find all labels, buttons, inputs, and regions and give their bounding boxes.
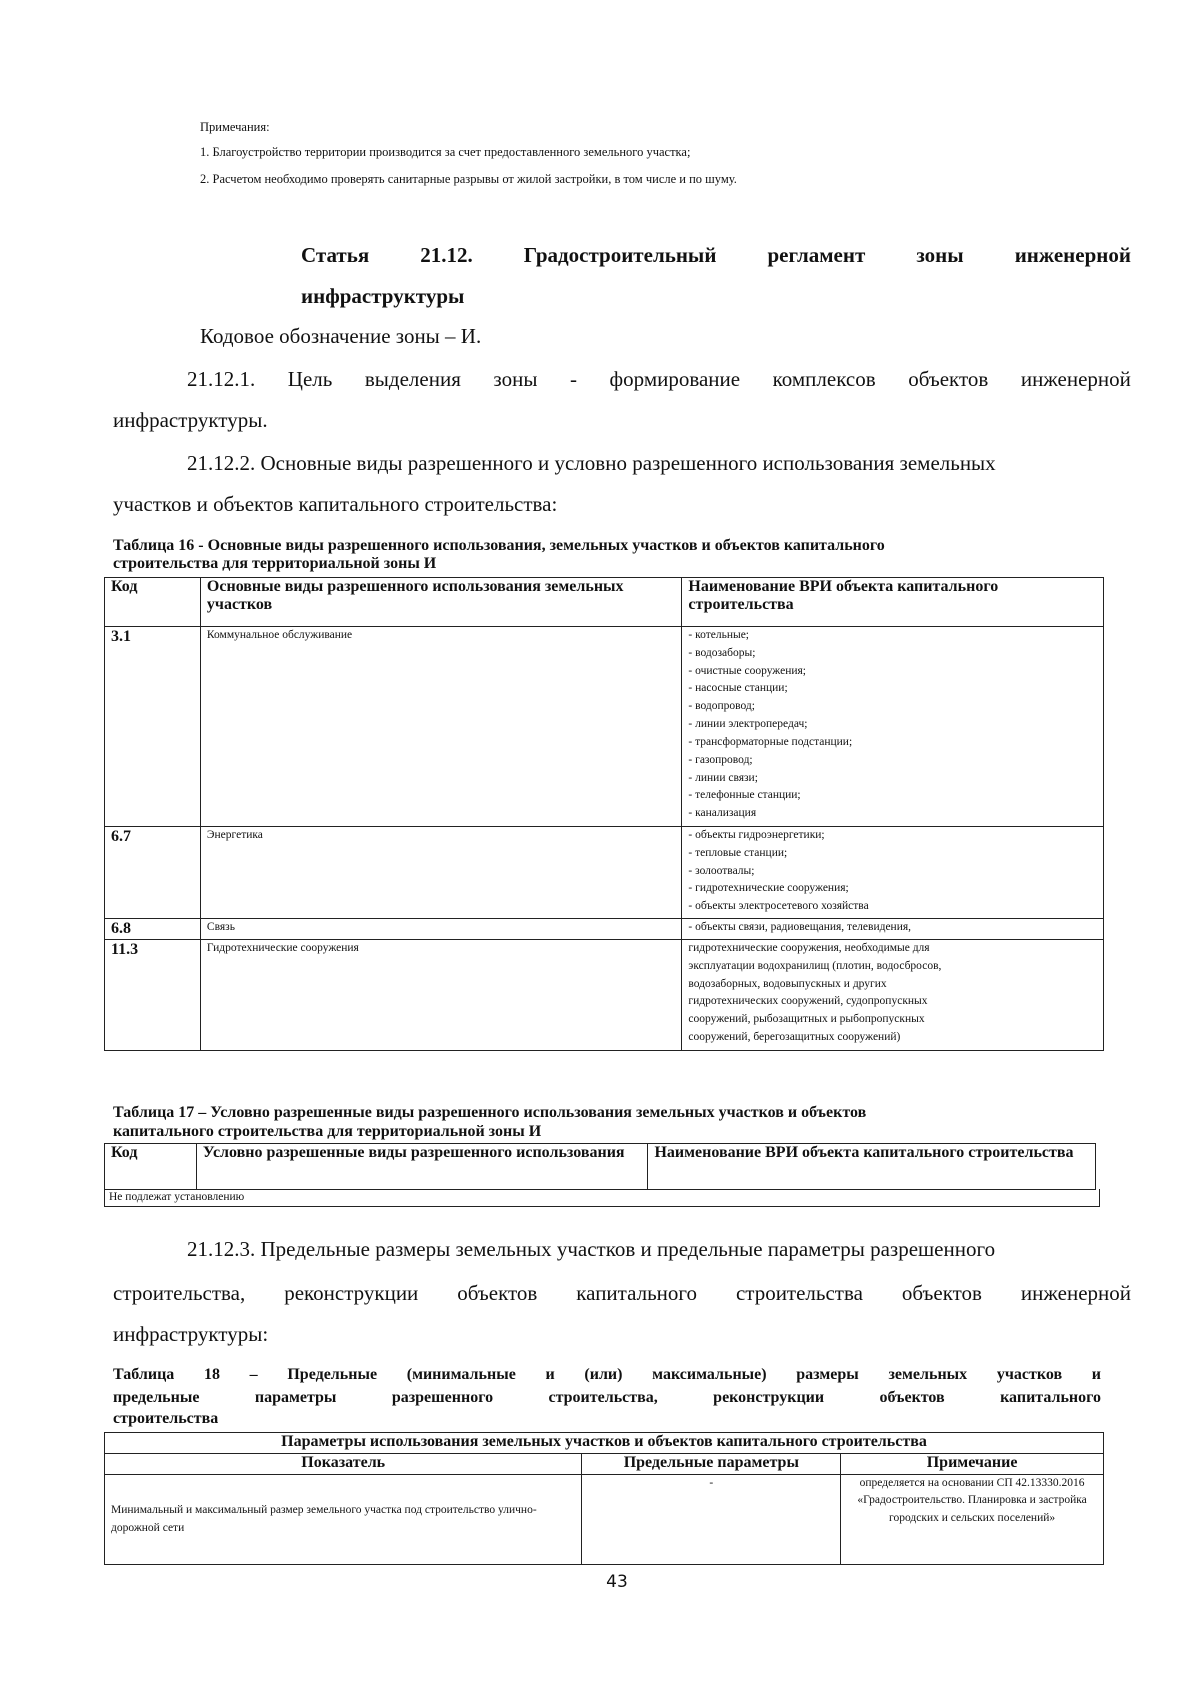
- table18-caption-line1: [113, 1366, 1101, 1384]
- article-word: Градостроительный: [523, 243, 717, 267]
- row-name: Энергетика: [200, 827, 681, 919]
- p1-word: инженерной: [1020, 367, 1131, 391]
- caption-word: Таблица: [113, 1366, 175, 1383]
- caption-word: –: [249, 1366, 258, 1383]
- paragraph-2-line2: участков и объектов капитального строительства:: [113, 492, 558, 516]
- table18-caption-line3: строительства: [113, 1410, 219, 1427]
- caption-word: земельных: [888, 1366, 968, 1383]
- row-code: 11.3: [105, 940, 201, 1051]
- table18-header-note: Примечание: [841, 1454, 1104, 1475]
- row-name: Коммунальное обслуживание: [200, 627, 681, 827]
- p3-word: строительства: [735, 1281, 863, 1305]
- list-item: водозаборных, водовыпускных и других: [688, 977, 887, 990]
- table-row: [105, 940, 1104, 1051]
- caption-word: (минимальные: [406, 1366, 516, 1383]
- table18-group-header: Параметры использования земельных участков и объектов капитального строительства: [105, 1433, 1104, 1454]
- list-item: - линии электропередач;: [688, 718, 808, 731]
- list-item: - газопровод;: [688, 753, 753, 766]
- p1-word: объектов: [908, 367, 989, 391]
- caption-word: разрешенного: [391, 1389, 494, 1406]
- paragraph-3-line3: инфраструктуры:: [113, 1322, 269, 1346]
- caption-word: предельные: [113, 1389, 200, 1406]
- article-heading-line2: инфраструктуры: [301, 284, 465, 308]
- list-item: гидротехнических сооружений, судопропускных: [688, 995, 928, 1008]
- p3-word: объектов: [901, 1281, 982, 1305]
- table-row: [105, 1475, 1104, 1565]
- paragraph-1-line1: [187, 367, 1131, 392]
- notes-title: Примечания:: [200, 120, 270, 134]
- table17: [104, 1143, 1096, 1190]
- p3-word: реконструкции: [284, 1281, 419, 1305]
- caption-word: Предельные: [287, 1366, 378, 1383]
- paragraph-1-line2: инфраструктуры.: [113, 408, 268, 432]
- caption-word: размеры: [796, 1366, 859, 1383]
- caption-word: максимальные): [652, 1366, 767, 1383]
- table18-caption-line2: [113, 1389, 1101, 1407]
- list-item: сооружений, рыбозащитных и рыбопропускных: [688, 1013, 925, 1026]
- table17-header-code: Код: [105, 1144, 197, 1190]
- p1-word: -: [569, 367, 577, 391]
- table-row: [105, 627, 1104, 827]
- row-code: 6.7: [105, 827, 201, 919]
- caption-word: участков: [996, 1366, 1063, 1383]
- article-word: зоны: [916, 243, 964, 267]
- list-item: - трансформаторные подстанции;: [688, 735, 853, 748]
- p3-word: инженерной: [1020, 1281, 1131, 1305]
- row-items: [682, 919, 1104, 940]
- table18: [104, 1432, 1104, 1565]
- paragraph-3-line2: [113, 1281, 1131, 1306]
- list-item: - золоотвалы;: [688, 864, 755, 877]
- row-code: 6.8: [105, 919, 201, 940]
- table16: [104, 577, 1104, 1051]
- row-name: Связь: [200, 919, 681, 940]
- table17-caption-line2: капитального строительства для территориальной зоны И: [113, 1123, 542, 1140]
- list-item: - объекты электросетевого хозяйства: [688, 900, 869, 913]
- table-row: [105, 827, 1104, 919]
- caption-word: (или): [584, 1366, 623, 1383]
- table17-header-type: Условно разрешенные виды разрешенного использования: [196, 1144, 648, 1190]
- list-item: - тепловые станции;: [688, 846, 788, 859]
- page-number: 43: [606, 1572, 628, 1592]
- table16-caption-line2: строительства для территориальной зоны И: [113, 555, 437, 572]
- row-name: Гидротехнические сооружения: [200, 940, 681, 1051]
- p1-word: зоны: [493, 367, 538, 391]
- list-item: - объекты связи, радиовещания, телевидения,: [688, 921, 912, 933]
- list-item: - водозаборы;: [688, 646, 756, 659]
- article-word: 21.12.: [420, 243, 473, 267]
- caption-word: строительства,: [548, 1389, 658, 1406]
- caption-word: объектов: [879, 1389, 945, 1406]
- p1-word: комплексов: [772, 367, 876, 391]
- row-items: [682, 827, 1104, 919]
- note-item-2: 2. Расчетом необходимо проверять санитарные разрывы от жилой застройки, в том числе и по шуму.: [200, 172, 737, 186]
- paragraph-2-line1: 21.12.2. Основные виды разрешенного и условно разрешенного использования земельных: [187, 451, 996, 475]
- list-item: гидротехнические сооружения, необходимые для: [688, 942, 930, 954]
- table-row: [105, 919, 1104, 940]
- table17-note: Не подлежат установлению: [104, 1189, 1100, 1207]
- list-item: - линии связи;: [688, 771, 758, 784]
- table16-header-name: Наименование ВРИ объекта капитального строительства: [682, 578, 1104, 627]
- article-word: Статья: [301, 243, 370, 267]
- p3-word: капитального: [576, 1281, 697, 1305]
- article-word: инженерной: [1014, 243, 1131, 267]
- list-item: - насосные станции;: [688, 682, 788, 695]
- list-item: - котельные;: [688, 629, 750, 641]
- zone-code: Кодовое обозначение зоны – И.: [200, 324, 482, 348]
- list-item: - водопровод;: [688, 700, 755, 713]
- table16-caption-line1: Таблица 16 - Основные виды разрешенного использования, земельных участков и объектов капитального: [113, 537, 885, 554]
- p1-word: формирование: [609, 367, 741, 391]
- row-code: 3.1: [105, 627, 201, 827]
- caption-word: капитального: [1000, 1389, 1101, 1406]
- p1-word: 21.12.1.: [187, 367, 256, 391]
- row-items: [682, 940, 1104, 1051]
- table18-header-indicator: Показатель: [105, 1454, 582, 1475]
- table16-header-code: Код: [105, 578, 201, 627]
- table17-header-name: Наименование ВРИ объекта капитального строительства: [648, 1144, 1096, 1190]
- p1-word: Цель: [287, 367, 333, 391]
- table17-caption-line1: Таблица 17 – Условно разрешенные виды разрешенного использования земельных участков и объектов: [113, 1104, 867, 1121]
- table18-header-limit: Предельные параметры: [582, 1454, 841, 1475]
- list-item: - очистные сооружения;: [688, 664, 806, 677]
- p3-word: объектов: [457, 1281, 538, 1305]
- caption-word: 18: [203, 1366, 220, 1383]
- list-item: - гидротехнические сооружения;: [688, 882, 849, 895]
- list-item: - объекты гидроэнергетики;: [688, 829, 825, 841]
- caption-word: реконструкции: [713, 1389, 825, 1406]
- row-indicator: Минимальный и максимальный размер земельного участка под строительство улично-дорожной сети: [105, 1475, 582, 1565]
- p3-word: строительства,: [113, 1281, 246, 1305]
- article-word: регламент: [767, 243, 866, 267]
- row-items: [682, 627, 1104, 827]
- row-note: определяется на основании СП 42.13330.2016 «Градостроительство. Планировка и застройка городских и сельских поселений»: [841, 1475, 1104, 1565]
- caption-word: и: [545, 1366, 555, 1383]
- paragraph-3-line1: 21.12.3. Предельные размеры земельных участков и предельные параметры разрешенного: [187, 1237, 996, 1261]
- row-limit: -: [582, 1475, 841, 1565]
- list-item: эксплуатации водохранилищ (плотин, водосбросов,: [688, 959, 942, 972]
- list-item: - телефонные станции;: [688, 789, 801, 802]
- list-item: сооружений, берегозащитных сооружений): [688, 1031, 901, 1044]
- list-item: - канализация: [688, 807, 757, 820]
- caption-word: параметры: [254, 1389, 337, 1406]
- table16-header-type: Основные виды разрешенного использования земельных участков: [200, 578, 681, 627]
- caption-word: и: [1091, 1366, 1101, 1383]
- p1-word: выделения: [364, 367, 461, 391]
- note-item-1: 1. Благоустройство территории производится за счет предоставленного земельного участка;: [200, 145, 691, 159]
- article-heading-line1: [301, 243, 1131, 268]
